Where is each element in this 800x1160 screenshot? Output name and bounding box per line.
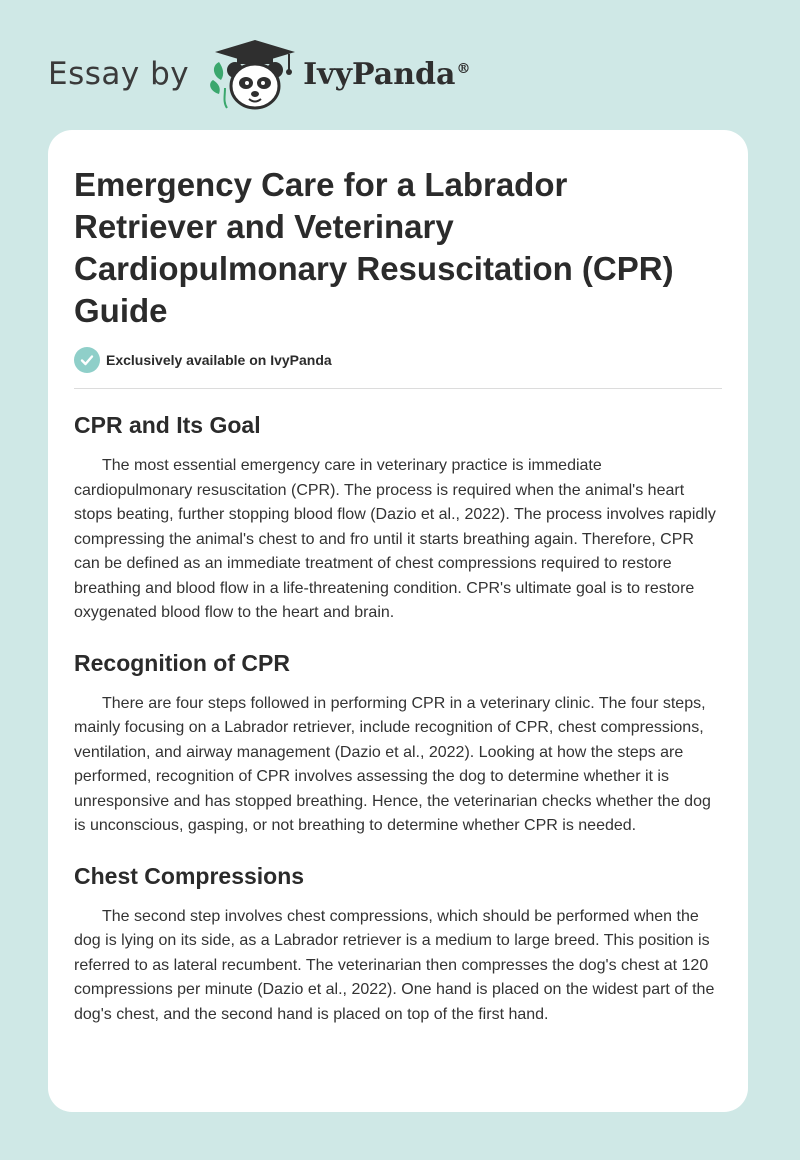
section-heading: CPR and Its Goal bbox=[74, 412, 261, 438]
section-paragraph: There are four steps followed in performing CPR in a veterinary clinic. The four steps, mainly focusing on a Labrador retriever, include recognition of CPR, chest compressions, ventilation, and airway management (Dazio et al., 2022). Looking at how the steps are performed, recognition of CPR involves assessing the dog to determine whether it is unresponsive and has stopped breathing. Hence, the veterinarian checks whether the dog is unconscious, gasping, or not breathing to determine whether CPR is needed. bbox=[74, 694, 711, 834]
essay-title: Emergency Care for a Labrador Retriever and Veterinary Cardiopulmonary Resuscitation (CPR) Guide bbox=[74, 166, 674, 329]
title-divider bbox=[74, 388, 722, 389]
panda-logo-icon[interactable] bbox=[203, 36, 299, 112]
section-paragraph: The second step involves chest compressions, which should be performed when the dog is lying on its side, as a Labrador retriever is a medium to large breed. This position is referred to as lateral recumbent. The veterinarian then compresses the dog's chest at 120 compressions per minute (Dazio et al., 2022). One hand is placed on the widest part of the dog's chest, and the second hand is placed on top of the first hand. bbox=[74, 907, 715, 1023]
registered-mark: ® bbox=[456, 60, 471, 77]
essay-body bbox=[74, 404, 724, 1043]
essay-card bbox=[48, 130, 748, 1112]
exclusive-badge bbox=[74, 347, 332, 373]
section-paragraph: The most essential emergency care in veterinary practice is immediate cardiopulmonary resuscitation (CPR). The process is required when the animal's heart stops beating, further stopping blood flow (Dazio et al., 2022). The process involves rapidly compressing the animal's chest to and fro until it starts breathing again. Therefore, CPR can be defined as an immediate treatment of chest compressions required to restore breathing and blood flow in a life-threatening condition. CPR's ultimate goal is to restore oxygenated blood flow to the heart and brain. bbox=[74, 457, 716, 621]
section-chest-compressions bbox=[74, 855, 724, 1028]
exclusive-label: Exclusively available on IvyPanda bbox=[106, 352, 332, 368]
section-heading: Chest Compressions bbox=[74, 862, 305, 889]
section-cpr-goal bbox=[74, 404, 724, 626]
brand-name[interactable]: IvyPanda® bbox=[303, 56, 471, 92]
section-heading: Recognition of CPR bbox=[74, 649, 290, 676]
brand-header bbox=[48, 34, 470, 114]
checkmark-icon bbox=[74, 347, 100, 373]
section-recognition bbox=[74, 642, 724, 839]
brand-prefix: Essay by bbox=[48, 56, 190, 92]
